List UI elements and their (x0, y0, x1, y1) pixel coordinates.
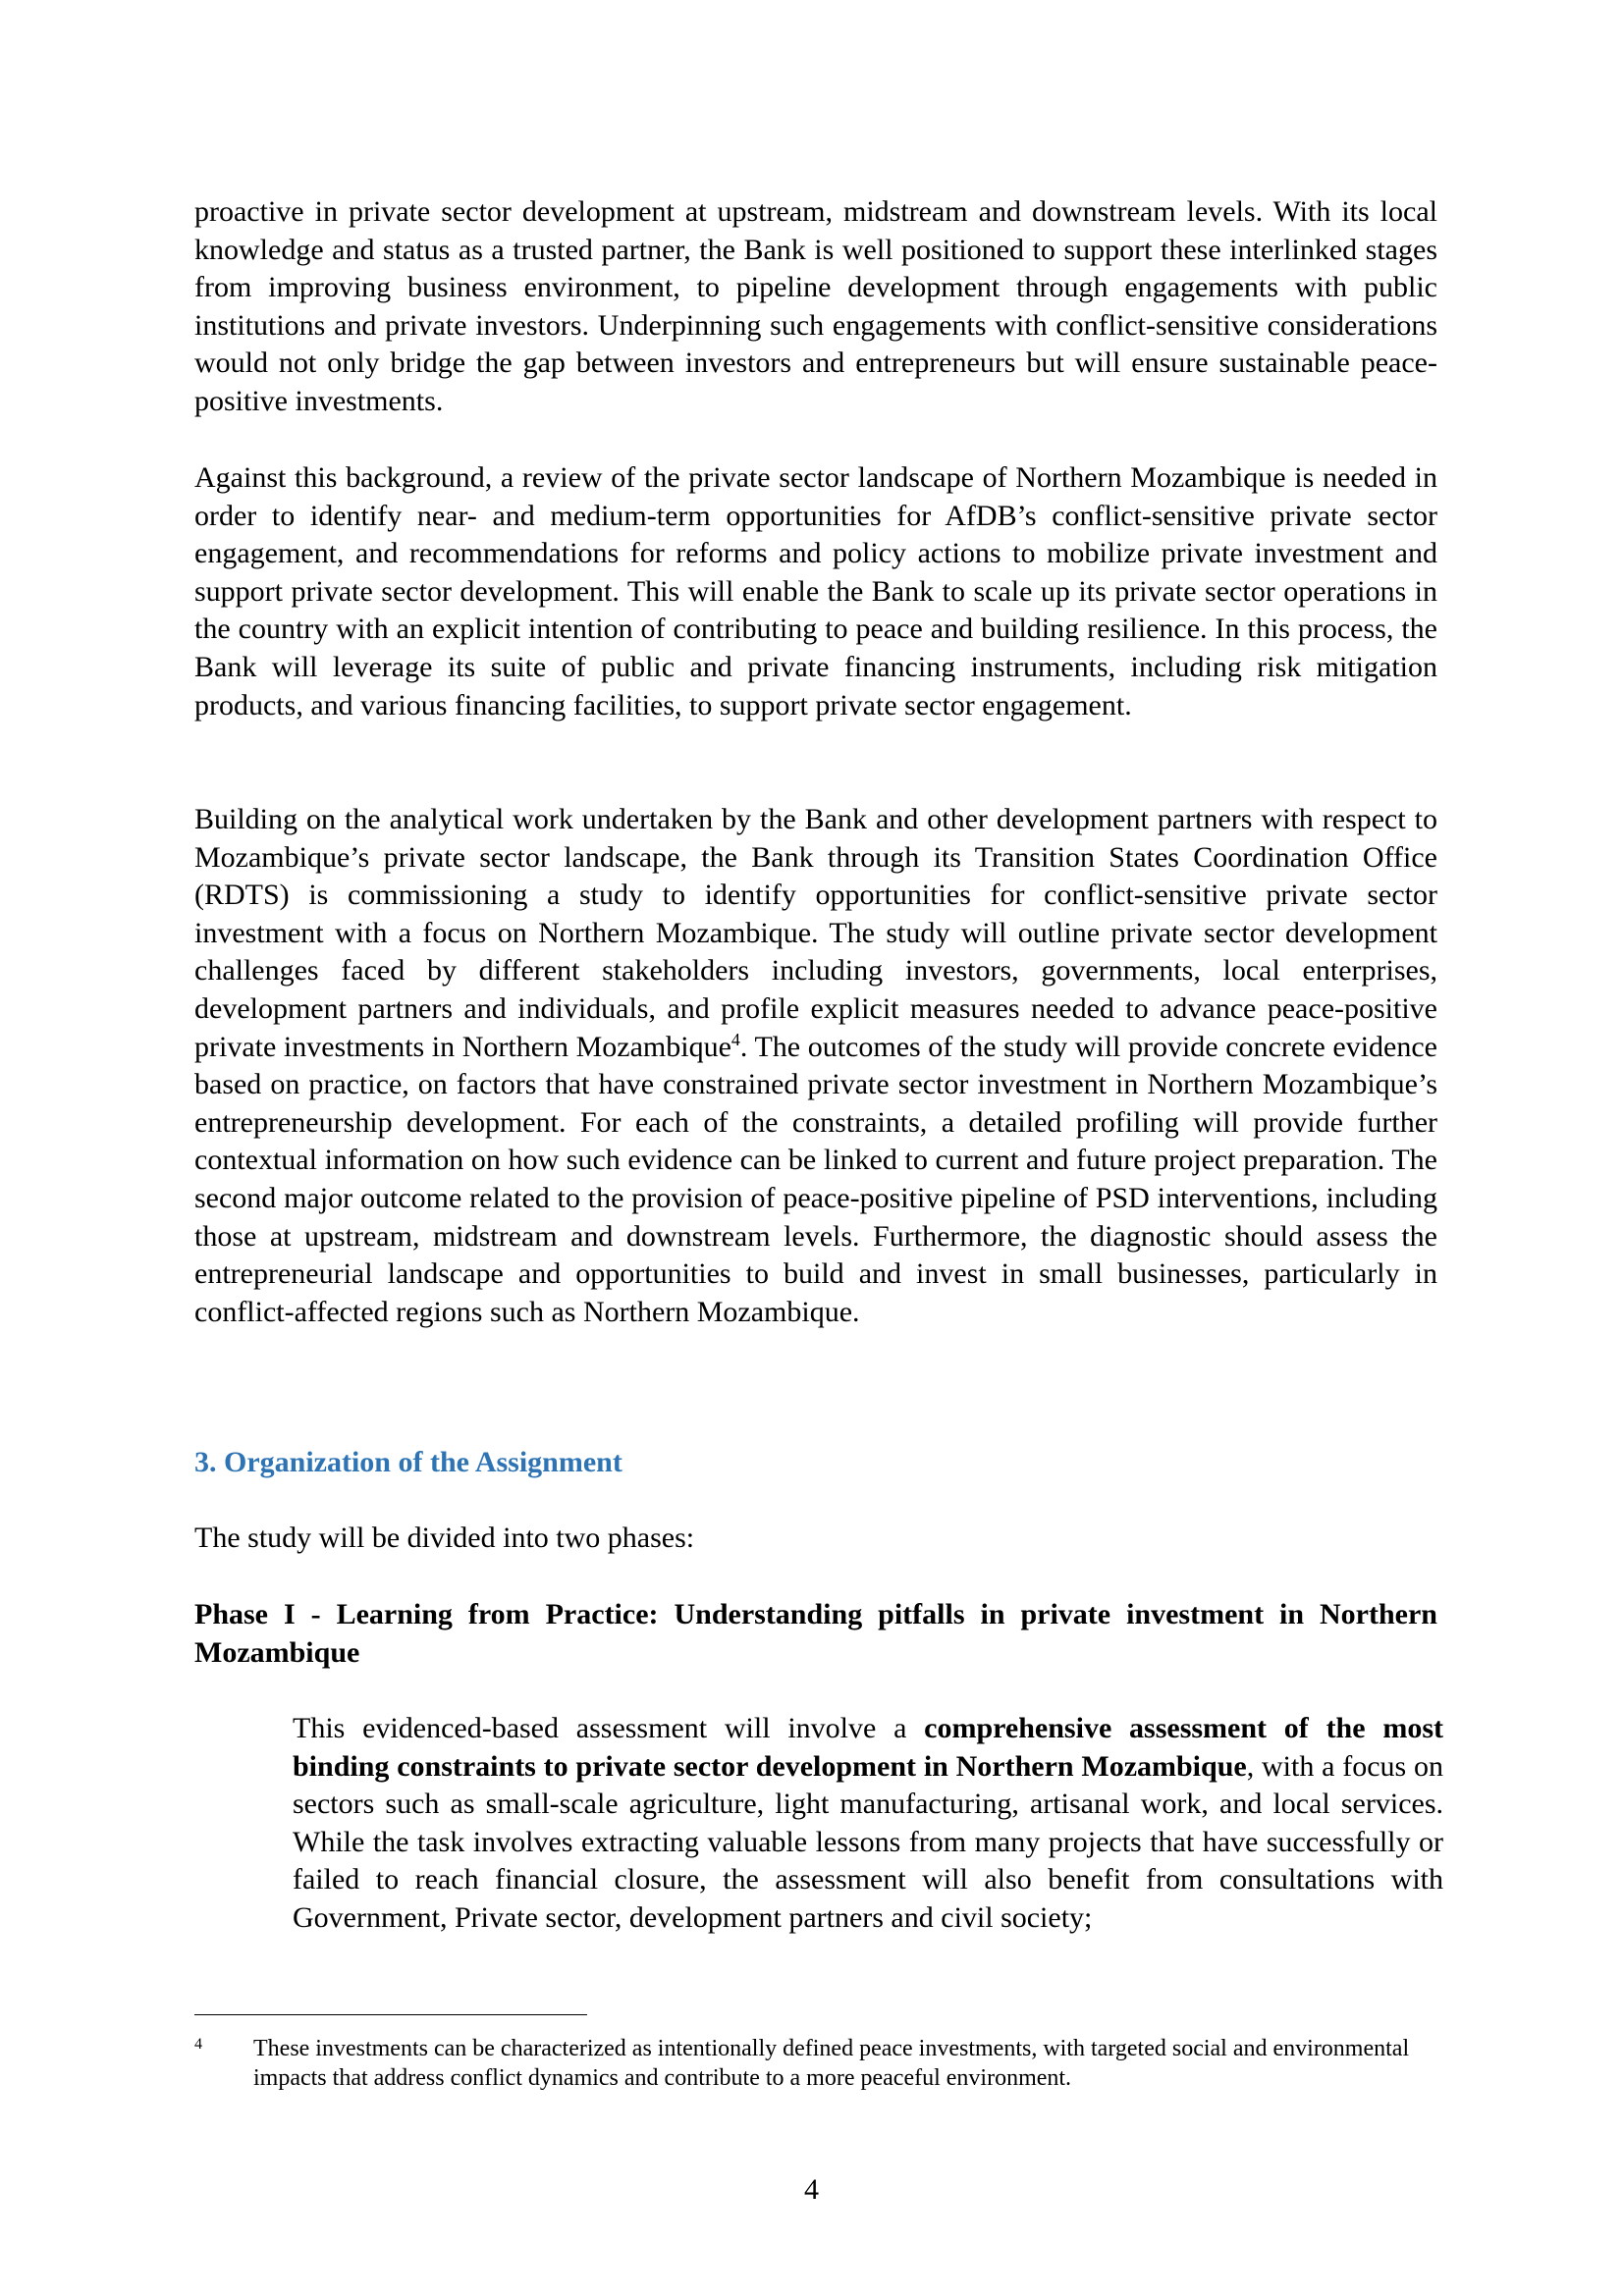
section-heading: 3. Organization of the Assignment (194, 1446, 622, 1478)
body-paragraph-3 (194, 801, 1437, 1331)
phase-1-text-end: , with a focus on sectors such as small-scale agriculture, light manufacturing, artisanal work, and local services. While the task involves extracting valuable lessons from many projects that have successfully or failed to reach financial closure, the assessment will also benefit from consultations with Government, Private sector, development partners and civil society; (293, 1749, 1444, 1934)
phase-1-text-start: This evidenced-based assessment will involve a (293, 1712, 925, 1744)
paragraph-3-text-start: Building on the analytical work undertaken by the Bank and other development partners with respect to Mozambique’s private sector landscape, the Bank through its Transition States Coordination Office (RDTS) is commissioning a study to identify opportunities for conflict-sensitive private sector investment with a focus on Northern Mozambique. The study will outline private sector development challenges faced by different stakeholders including investors, governments, local enterprises, development partners and individuals, and profile explicit measures needed to advance peace-positive private investments in Northern Mozambique (194, 803, 1437, 1063)
footnote-mark: 4 (194, 2036, 202, 2053)
phase-1-description (293, 1710, 1443, 1938)
paragraph-3-text-end: . The outcomes of the study will provide concrete evidence based on practice, on factors that have constrained private sector investment in Northern Mozambique’s entrepreneurship development. For each of the constraints, a detailed profiling will provide further contextual information on how such evidence can be linked to current and future project preparation. The second major outcome related to the provision of peace-positive pipeline of PSD interventions, including those at upstream, midstream and downstream levels. Furthermore, the diagnostic should assess the entrepreneurial landscape and opportunities to build and invest in small businesses, particularly in conflict-affected regions such as Northern Mozambique. (194, 1030, 1437, 1328)
footnote-separator (194, 2014, 587, 2015)
section-intro: The study will be divided into two phases: (194, 1522, 695, 1554)
phase-1-text-emphasis: comprehensive assessment of the most binding constraints to private sector development in Northern Mozambique (293, 1712, 1443, 1783)
footnote-reference-4[interactable]: 4 (730, 1029, 740, 1049)
footnote-text: These investments can be characterized as intentionally defined peace investments, with targeted social and environmental impacts that address conflict dynamics and contribute to a more peaceful environment. (253, 2036, 1410, 2091)
page-number: 4 (804, 2173, 819, 2206)
phase-1-heading: Phase I - Learning from Practice: Understanding pitfalls in private investment in Northern Mozambique (194, 1598, 1437, 1669)
body-paragraph-2: Against this background, a review of the private sector landscape of Northern Mozambique is needed in order to identify near- and medium-term opportunities for AfDB’s conflict-sensitive private sector engagement, and recommendations for reforms and policy actions to mobilize private investment and support private sector development. This will enable the Bank to scale up its private sector operations in the country with an explicit intention of contributing to peace and building resilience. In this process, the Bank will leverage its suite of public and private financing instruments, including risk mitigation products, and various financing facilities, to support private sector engagement. (194, 461, 1437, 721)
footnote-4 (194, 2034, 1437, 2093)
body-paragraph-1: proactive in private sector development at upstream, midstream and downstream levels. With its local knowledge and status as a trusted partner, the Bank is well positioned to support these interlinked stages from improving business environment, to pipeline development through engagements with public institutions and private investors. Underpinning such engagements with conflict-sensitive considerations would not only bridge the gap between investors and entrepreneurs but will ensure sustainable peace-positive investments. (194, 195, 1437, 417)
